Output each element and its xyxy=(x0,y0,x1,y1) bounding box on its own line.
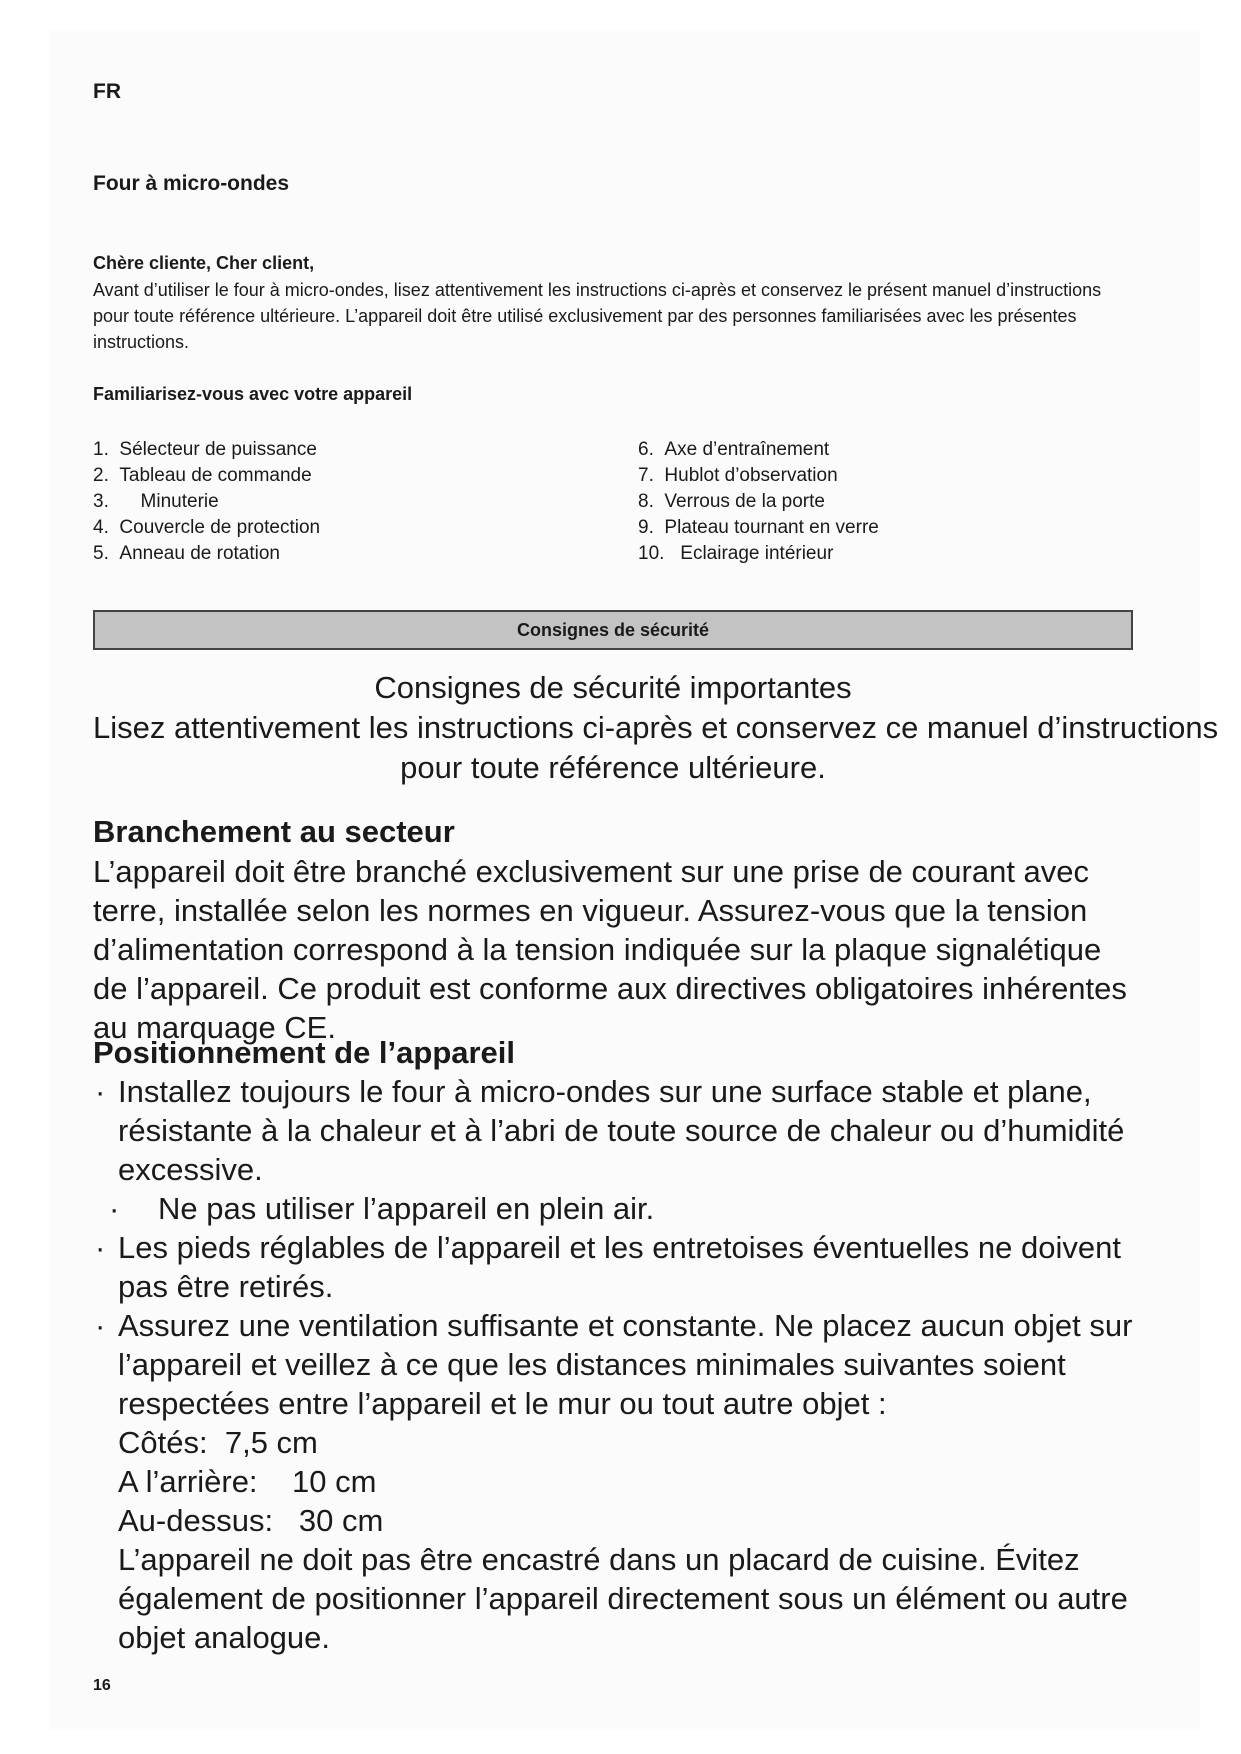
document-title: Four à micro-ondes xyxy=(93,172,290,195)
bullet-icon: · xyxy=(109,1191,120,1226)
list-item: 4. Couvercle de protection xyxy=(93,517,321,538)
list-item: · Installez toujours le four à micro-ondes sur une surface stable et plane, résistante à la chaleur et à l’abri de toute source de chaleur ou d’humidité excessive. xyxy=(95,1074,1125,1187)
page-number: 16 xyxy=(93,1677,111,1694)
distance-row: Au-dessus: 30 cm xyxy=(118,1503,384,1538)
parts-list-left xyxy=(93,437,320,567)
list-item: 9. Plateau tournant en verre xyxy=(638,517,879,538)
positioning-bullets xyxy=(93,1072,1143,1657)
important-line: pour toute référence ultérieure. xyxy=(400,750,826,785)
branchement-paragraph: L’appareil doit être branché exclusivement sur une prise de courant avec terre, installée selon les normes en vigueur. Assurez-vous que la tension d’alimentation correspond à la tension indiquée sur la plaque signalétique de l’appareil. Ce produit est conforme aux directives obligatoires inhérentes au marquage CE. xyxy=(93,854,1127,1045)
bullet-icon: · xyxy=(95,1230,106,1265)
list-item: · Assurez une ventilation suffisante et constante. Ne placez aucun objet sur l’appareil et veillez à ce que les distances minimales suivantes soient respectées entre l’appareil et le mur ou tout autre objet : xyxy=(95,1308,1133,1421)
section-heading-branchement: Branchement au secteur xyxy=(93,814,455,849)
language-code: FR xyxy=(93,80,121,103)
list-item: 1. Sélecteur de puissance xyxy=(93,439,317,460)
list-item: 5. Anneau de rotation xyxy=(93,543,280,564)
list-item: 7. Hublot d’observation xyxy=(638,465,838,486)
safety-banner xyxy=(93,610,1133,650)
section-heading-positionnement: Positionnement de l’appareil xyxy=(93,1035,516,1070)
important-line: Lisez attentivement les instructions ci-après et conservez ce manuel d’instructions xyxy=(93,710,1219,745)
important-notice xyxy=(93,668,1219,788)
list-item: · Ne pas utiliser l’appareil en plein air. xyxy=(109,1191,655,1226)
parts-heading: Familiarisez-vous avec votre appareil xyxy=(93,384,413,404)
list-item: · Les pieds réglables de l’appareil et les entretoises éventuelles ne doivent pas être retirés. xyxy=(95,1230,1121,1304)
parts-list-right xyxy=(638,437,879,567)
intro-paragraph: Avant d’utiliser le four à micro-ondes, lisez attentivement les instructions ci-après et conservez le présent manuel d’instructions pour toute référence ultérieure. L’appareil doit être utilisé exclusivement par des personnes familiarisées avec les présentes instructions. xyxy=(93,280,1102,352)
list-item: 3. Minuterie xyxy=(93,491,219,512)
safety-banner-label: Consignes de sécurité xyxy=(516,619,710,640)
list-item: 6. Axe d’entraînement xyxy=(638,439,830,460)
list-item: 10. Eclairage intérieur xyxy=(638,543,834,564)
important-line: Consignes de sécurité importantes xyxy=(374,670,852,705)
greeting: Chère cliente, Cher client, xyxy=(93,253,315,273)
positioning-note: L’appareil ne doit pas être encastré dans un placard de cuisine. Évitez également de positionner l’appareil directement sous un élément ou autre objet analogue. xyxy=(118,1542,1128,1655)
list-item: 8. Verrous de la porte xyxy=(638,491,825,512)
bullet-icon: · xyxy=(95,1074,106,1109)
bullet-icon: · xyxy=(95,1308,106,1343)
distance-row: Côtés: 7,5 cm xyxy=(118,1425,318,1460)
distance-row: A l’arrière: 10 cm xyxy=(118,1464,377,1499)
list-item: 2. Tableau de commande xyxy=(93,465,312,486)
